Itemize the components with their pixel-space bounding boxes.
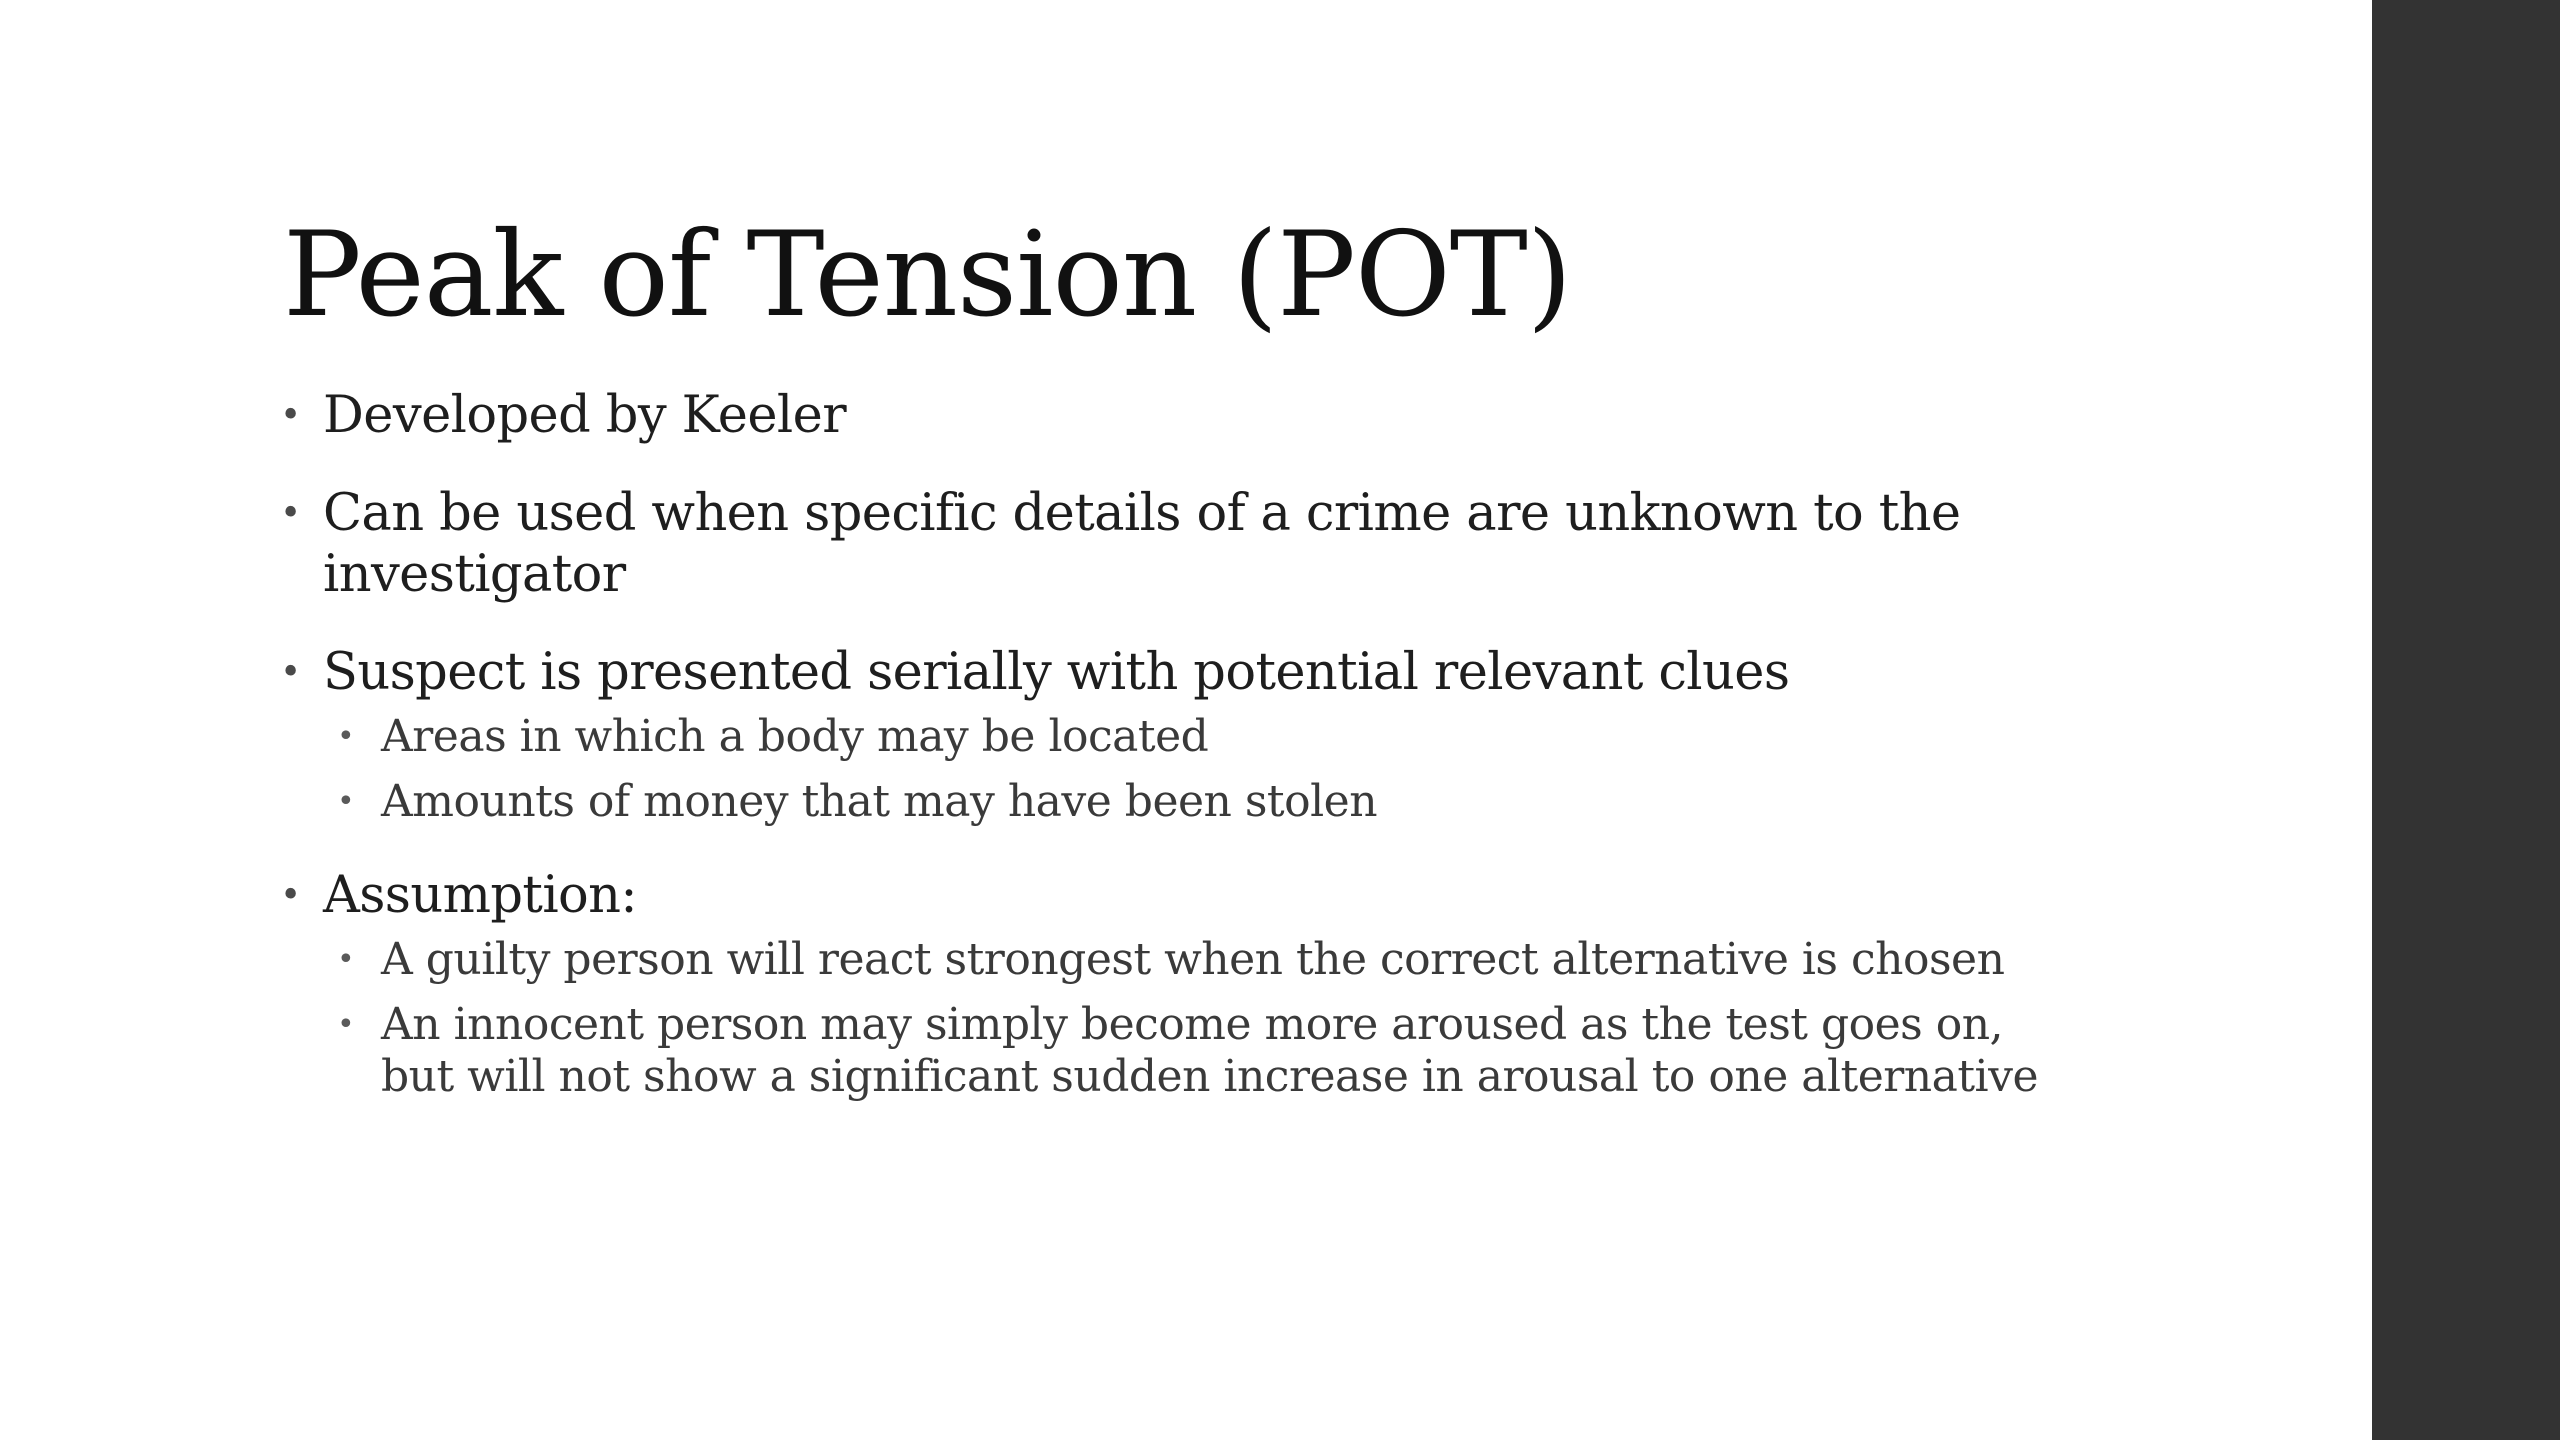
sub-bullet-text: A guilty person will react strongest when the correct alternative is chosen bbox=[381, 934, 2005, 985]
slide-title: Peak of Tension (POT) bbox=[283, 206, 1572, 343]
bullet-dot-icon: • bbox=[280, 493, 302, 534]
bullet-item-suspect bbox=[280, 642, 2040, 828]
bullet-item-developed-by bbox=[280, 385, 2040, 446]
bullet-list bbox=[280, 385, 2040, 1140]
sub-bullet-list bbox=[323, 711, 2040, 828]
bullet-dot-icon: • bbox=[280, 875, 302, 916]
sub-bullet-item bbox=[337, 999, 2040, 1103]
bullet-text: Assumption: bbox=[323, 866, 637, 925]
bullet-dot-icon: • bbox=[280, 395, 302, 436]
bullet-text: Developed by Keeler bbox=[323, 386, 847, 445]
sub-bullet-dot-icon: • bbox=[337, 942, 355, 977]
sub-bullet-text: Amounts of money that may have been stolen bbox=[381, 776, 1378, 827]
sub-bullet-list bbox=[323, 934, 2040, 1103]
sub-bullet-item bbox=[337, 776, 2040, 828]
bullet-item-assumption bbox=[280, 865, 2040, 1103]
sub-bullet-item bbox=[337, 711, 2040, 763]
side-accent-bar bbox=[2372, 0, 2560, 1440]
bullet-text: Can be used when specific details of a crime are unknown to the investigator bbox=[323, 484, 1961, 604]
sub-bullet-text: Areas in which a body may be located bbox=[381, 711, 1209, 762]
bullet-item-usage bbox=[280, 483, 2040, 605]
bullet-dot-icon: • bbox=[280, 652, 302, 693]
sub-bullet-item bbox=[337, 934, 2040, 986]
bullet-text: Suspect is presented serially with potential relevant clues bbox=[323, 643, 1790, 702]
sub-bullet-dot-icon: • bbox=[337, 784, 355, 819]
sub-bullet-dot-icon: • bbox=[337, 719, 355, 754]
sub-bullet-text: An innocent person may simply become more aroused as the test goes on, but will not show a significant sudden increase in arousal to one alternative bbox=[381, 999, 2039, 1102]
sub-bullet-dot-icon: • bbox=[337, 1007, 355, 1042]
